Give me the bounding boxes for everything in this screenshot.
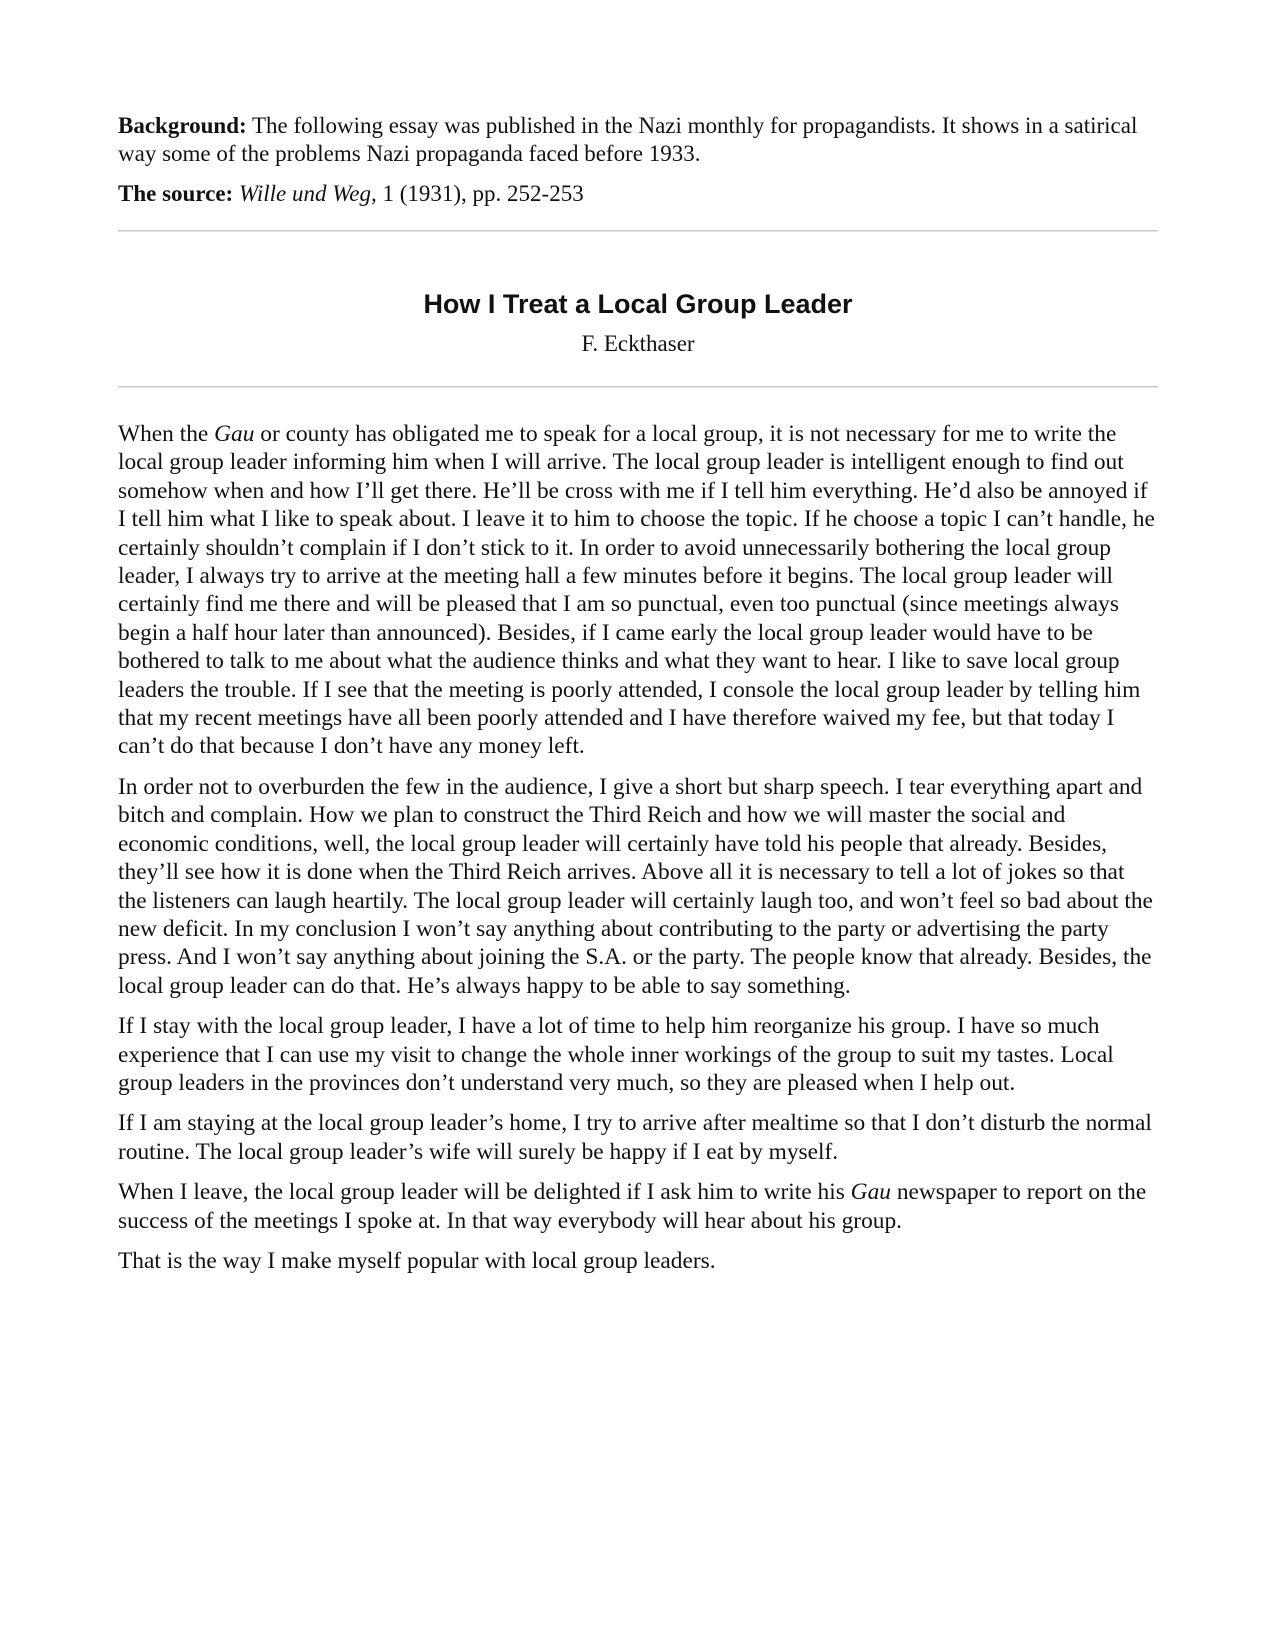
essay-body <box>118 388 1158 1275</box>
body-paragraph-6: That is the way I make myself popular with local group leaders. <box>118 1247 716 1274</box>
document-page <box>118 112 1158 1287</box>
background-paragraph <box>118 112 1158 168</box>
essay-author: F. Eckthaser <box>581 331 695 356</box>
background-label: Background: <box>118 113 247 138</box>
source-label: The source: <box>118 181 234 206</box>
front-matter <box>118 112 1158 208</box>
gau-term: Gau <box>850 1179 891 1206</box>
paragraph-1-text-b: or county has obligated me to speak for a local group, it is not necessary for me to write the local group leader informing him when I will arrive. The local group leader is intelligent enough to find out somehow when and how I’ll get there. He’ll be cross with me if I tell him everything. He’d also be annoyed if I tell him what I like to speak about. I leave it to him to choose the topic. If he choose a topic I can’t handle, he certainly shouldn’t complain if I don’t stick to it. In order to avoid unnecessarily bothering the local group leader, I always try to arrive at the meeting hall a few minutes before it begins. The local group leader will certainly find me there and will be pleased that I am so punctual, even too punctual (since meetings always begin a half hour later than announced). Besides, if I came early the local group leader would have to be bothered to talk to me about what the audience thinks and what they want to hear. I like to save local group leaders the trouble. If I see that the meeting is poorly attended, I console the local group leader by telling him that my recent meetings have all been poorly attended and I have therefore waived my fee, but that today I can’t do that because I don’t have any money left. <box>118 421 1155 760</box>
paragraph-5-text-b: newspaper to report on the success of the meetings I spoke at. In that way everybody will hear about his group. <box>118 1179 1147 1234</box>
source-citation: 1 (1931), pp. 252-253 <box>376 181 584 206</box>
paragraph-1-text-a: When the <box>118 421 215 447</box>
gau-term: Gau <box>214 421 255 447</box>
source-title: Wille und Weg, <box>238 181 377 206</box>
body-paragraph-2: In order not to overburden the few in the audience, I give a short but sharp speech. I tear everything apart and bitch and complain. How we plan to construct the Third Reich and how we will master the social and economic conditions, well, the local group leader will certainly have told his people that already. Besides, they’ll see how it is done when the Third Reich arrives. Above all it is necessary to tell a lot of jokes so that the listeners can laugh heartily. The local group leader will certainly laugh too, and won’t feel so bad about the new deficit. In my conclusion I won’t say anything about contributing to the party or advertising the party press. And I won’t say anything about joining the S.A. or the party. The people know that already. Besides, the local group leader can do that. He’s always happy to be able to say something. <box>118 773 1153 999</box>
body-paragraph-1 <box>118 420 1158 761</box>
essay-heading <box>118 232 1158 386</box>
source-paragraph <box>118 180 1158 208</box>
body-paragraph-3: If I stay with the local group leader, I have a lot of time to help him reorganize his group. I have so much experience that I can use my visit to change the whole inner workings of the group to suit my tastes. Local group leaders in the provinces don’t understand very much, so they are pleased when I help out. <box>118 1013 1114 1096</box>
body-paragraph-5 <box>118 1178 1158 1235</box>
background-text: The following essay was published in the Nazi monthly for propagandists. It shows in a satirical way some of the problems Nazi propaganda faced before 1933. <box>118 113 1138 166</box>
essay-title: How I Treat a Local Group Leader <box>423 289 853 319</box>
paragraph-5-text-a: When I leave, the local group leader will be delighted if I ask him to write his <box>118 1179 851 1206</box>
body-paragraph-4: If I am staying at the local group leader’s home, I try to arrive after mealtime so that I don’t disturb the normal routine. The local group leader’s wife will surely be happy if I eat by myself. <box>118 1110 1152 1165</box>
